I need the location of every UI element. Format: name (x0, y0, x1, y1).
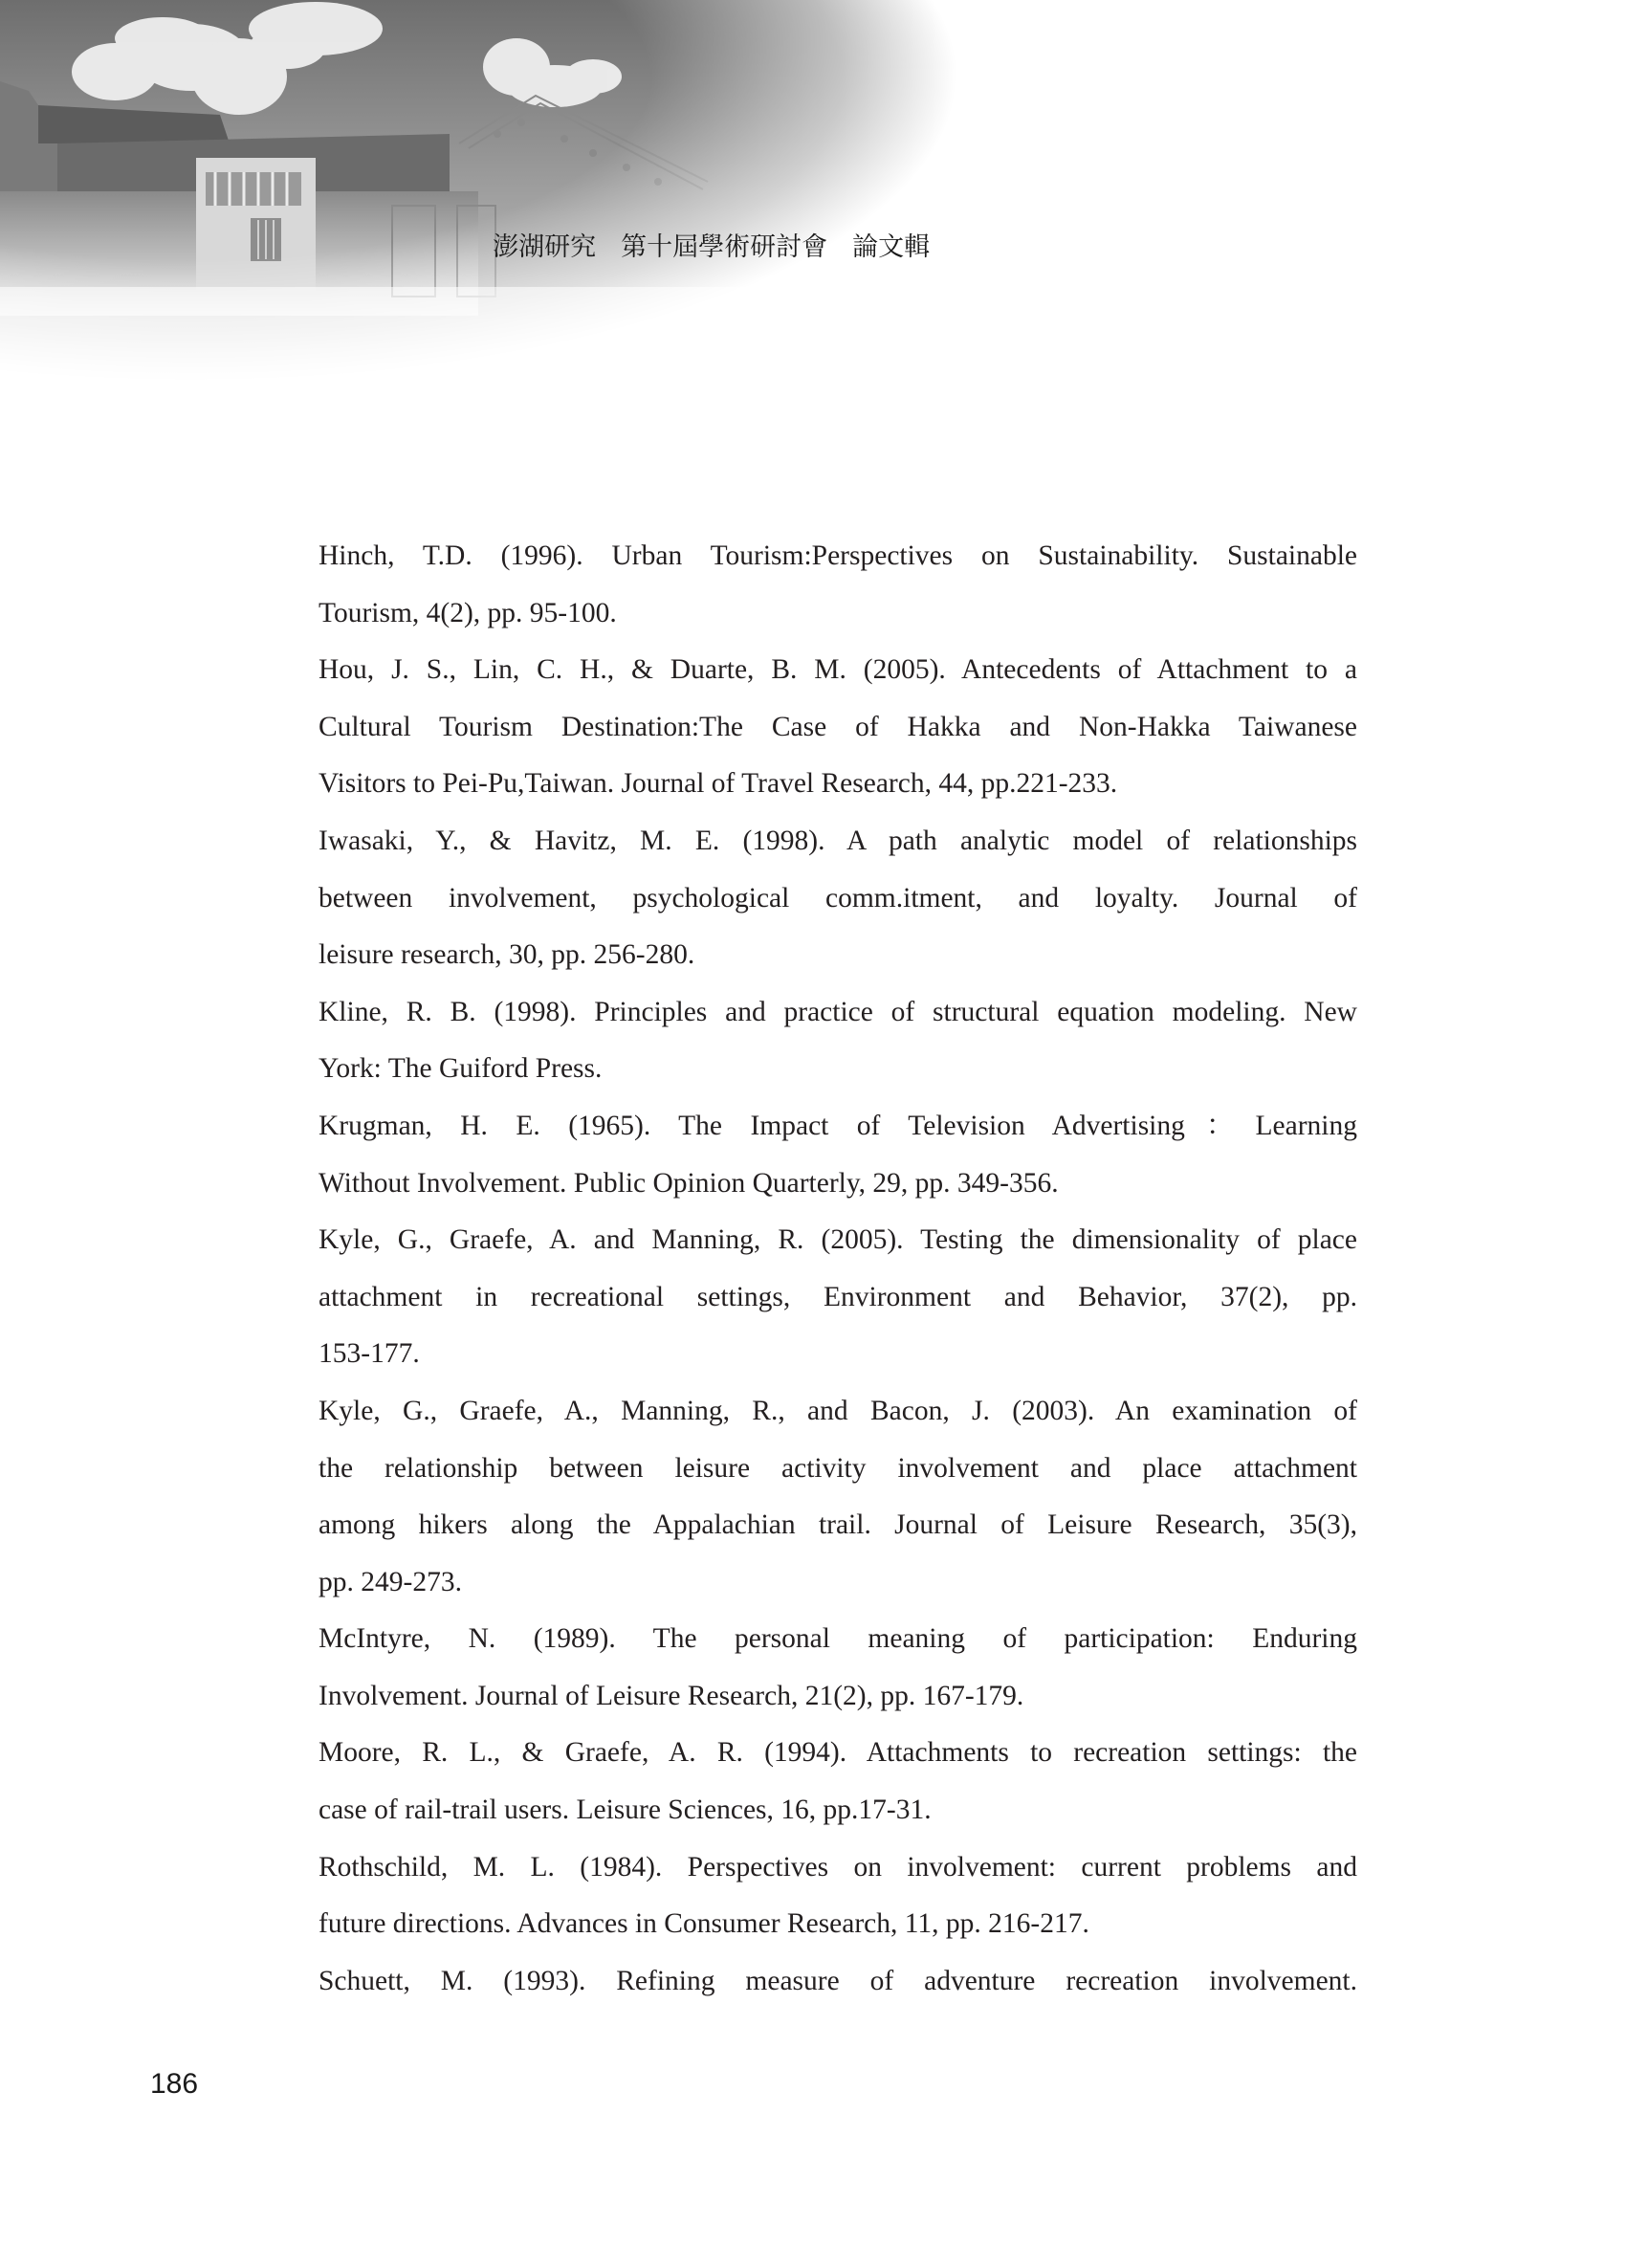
reference-line: the relationship between leisure activity involvement and place attachment (319, 1452, 1357, 1484)
reference-line: Krugman, H. E. (1965). The Impact of Television Advertising：Learning (319, 1110, 1357, 1141)
reference-line: Hou, J. S., Lin, C. H., & Duarte, B. M. (2005). Antecedents of Attachment to a (319, 654, 1357, 686)
running-header (476, 196, 930, 263)
reference-line: future directions. Advances in Consumer Research, 11, pp. 216-217. (319, 1908, 1089, 1940)
reference-line: McIntyre, N. (1989). The personal meaning of participation: Enduring (319, 1623, 1357, 1655)
reference-line: Rothschild, M. L. (1984). Perspectives on involvement: current problems and (319, 1851, 1357, 1883)
reference-line: case of rail-trail users. Leisure Sciences, 16, pp.17-31. (319, 1795, 932, 1826)
reference-line: Kyle, G., Graefe, A., Manning, R., and Bacon, J. (2003). An examination of (319, 1395, 1357, 1426)
reference-entry (319, 813, 1357, 984)
page-number: 186 (150, 2068, 199, 2100)
reference-entry (319, 1383, 1357, 1611)
reference-entry (319, 1098, 1357, 1212)
reference-line: leisure research, 30, pp. 256-280. (319, 939, 695, 971)
header-illustration (0, 0, 956, 383)
reference-entry (319, 1953, 1357, 2011)
reference-line: Iwasaki, Y., & Havitz, M. E. (1998). A path analytic model of relationships (319, 825, 1357, 856)
reference-line: Moore, R. L., & Graefe, A. R. (1994). Attachments to recreation settings: the (319, 1737, 1357, 1769)
reference-entry (319, 1725, 1357, 1839)
reference-list (319, 528, 1357, 2010)
reference-entry (319, 1611, 1357, 1725)
reference-entry (319, 1212, 1357, 1383)
reference-line: between involvement, psychological comm.itment, and loyalty. Journal of (319, 882, 1357, 914)
reference-line: Schuett, M. (1993). Refining measure of adventure recreation involvement. (319, 1965, 1357, 1996)
reference-line: Visitors to Pei-Pu,Taiwan. Journal of Travel Research, 44, pp.221-233. (319, 768, 1118, 800)
house-with-clouds-icon (0, 0, 956, 383)
reference-entry (319, 1839, 1357, 1953)
reference-line: among hikers along the Appalachian trail. Journal of Leisure Research, 35(3), (319, 1509, 1357, 1541)
reference-line: Without Involvement. Public Opinion Quarterly, 29, pp. 349-356. (319, 1167, 1059, 1199)
running-header-conference: 第十屆學術研討會 (621, 232, 828, 262)
reference-line: York: The Guiford Press. (319, 1053, 603, 1085)
reference-line: Cultural Tourism Destination:The Case of Hakka and Non-Hakka Taiwanese (319, 711, 1357, 742)
reference-entry (319, 528, 1357, 642)
reference-line: Kyle, G., Graefe, A. and Manning, R. (2005). Testing the dimensionality of place (319, 1224, 1357, 1256)
running-header-journal: 澎湖研究 (493, 232, 597, 262)
reference-line: 153-177. (319, 1338, 420, 1370)
reference-entry (319, 642, 1357, 813)
reference-line: Tourism, 4(2), pp. 95-100. (319, 597, 617, 628)
reference-line: attachment in recreational settings, Environment and Behavior, 37(2), pp. (319, 1281, 1357, 1312)
reference-line: pp. 249-273. (319, 1566, 462, 1597)
reference-line: Involvement. Journal of Leisure Research, 21(2), pp. 167-179. (319, 1680, 1024, 1711)
reference-line: Hinch, T.D. (1996). Urban Tourism:Perspectives on Sustainability. Sustainable (319, 540, 1357, 571)
reference-line: Kline, R. B. (1998). Principles and practice of structural equation modeling. New (319, 996, 1357, 1027)
reference-entry (319, 984, 1357, 1098)
running-header-proceedings: 論文輯 (852, 232, 931, 262)
